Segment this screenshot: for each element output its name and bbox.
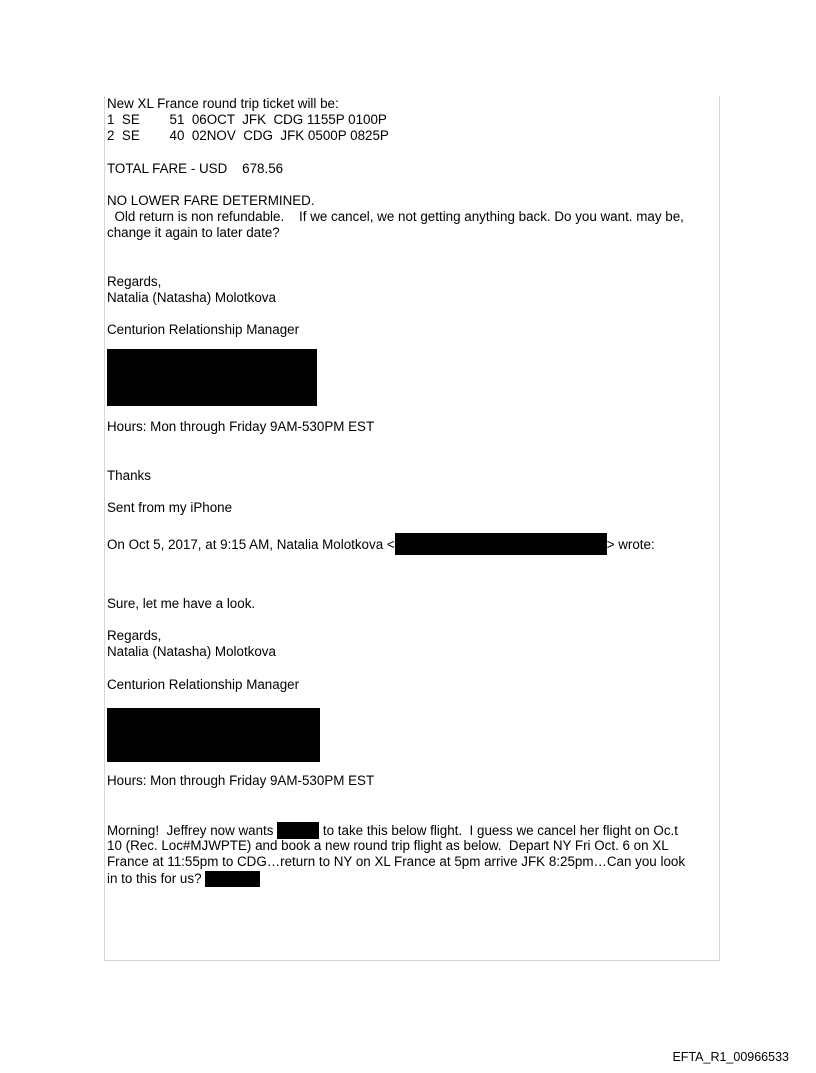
redaction-box bbox=[107, 349, 317, 406]
morning-text-c: in to this for us? bbox=[107, 871, 206, 886]
quote-header-prefix: On Oct 5, 2017, at 9:15 AM, Natalia Molotkova < bbox=[107, 537, 395, 552]
morning-text-b: to take this below flight. I guess we cancel her flight on Oc.t bbox=[319, 823, 678, 838]
signature-title: Centurion Relationship Manager bbox=[107, 677, 300, 692]
old-return-line-1: Old return is non refundable. If we cancel, we not getting anything back. Do you want. may be, bbox=[107, 209, 684, 224]
morning-line-1 bbox=[107, 822, 678, 839]
signature-regards: Regards, bbox=[107, 628, 162, 643]
thanks-text: Thanks bbox=[107, 468, 151, 483]
document-id: EFTA_R1_00966533 bbox=[672, 1050, 789, 1064]
redaction-box bbox=[107, 708, 320, 762]
redaction-box bbox=[205, 871, 260, 887]
morning-line-4 bbox=[107, 871, 260, 887]
itinerary-line-1: 1 SE 51 06OCT JFK CDG 1155P 0100P bbox=[107, 112, 387, 127]
signature-name: Natalia (Natasha) Molotkova bbox=[107, 290, 276, 305]
morning-text-a: Morning! Jeffrey now wants bbox=[107, 823, 278, 838]
morning-line-2: 10 (Rec. Loc#MJWPTE) and book a new round trip flight as below. Depart NY Fri Oct. 6 on XL bbox=[107, 838, 669, 853]
itinerary-line-2: 2 SE 40 02NOV CDG JFK 0500P 0825P bbox=[107, 128, 389, 143]
signature-hours: Hours: Mon through Friday 9AM-530PM EST bbox=[107, 773, 375, 788]
signature-regards: Regards, bbox=[107, 274, 162, 289]
old-return-line-2: change it again to later date? bbox=[107, 225, 280, 240]
sent-from-text: Sent from my iPhone bbox=[107, 500, 233, 515]
no-lower-fare: NO LOWER FARE DETERMINED. bbox=[107, 193, 315, 208]
signature-title: Centurion Relationship Manager bbox=[107, 322, 300, 337]
signature-name: Natalia (Natasha) Molotkova bbox=[107, 644, 276, 659]
reply-text: Sure, let me have a look. bbox=[107, 596, 256, 611]
signature-hours: Hours: Mon through Friday 9AM-530PM EST bbox=[107, 419, 375, 434]
redaction-box bbox=[277, 822, 319, 839]
total-fare: TOTAL FARE - USD 678.56 bbox=[107, 161, 284, 176]
redaction-box bbox=[395, 533, 607, 555]
quote-header-suffix: > wrote: bbox=[606, 537, 655, 552]
ticket-intro: New XL France round trip ticket will be: bbox=[107, 96, 339, 111]
morning-line-3: France at 11:55pm to CDG…return to NY on XL France at 5pm arrive JFK 8:25pm…Can you look bbox=[107, 854, 686, 869]
quote-header bbox=[107, 533, 655, 555]
